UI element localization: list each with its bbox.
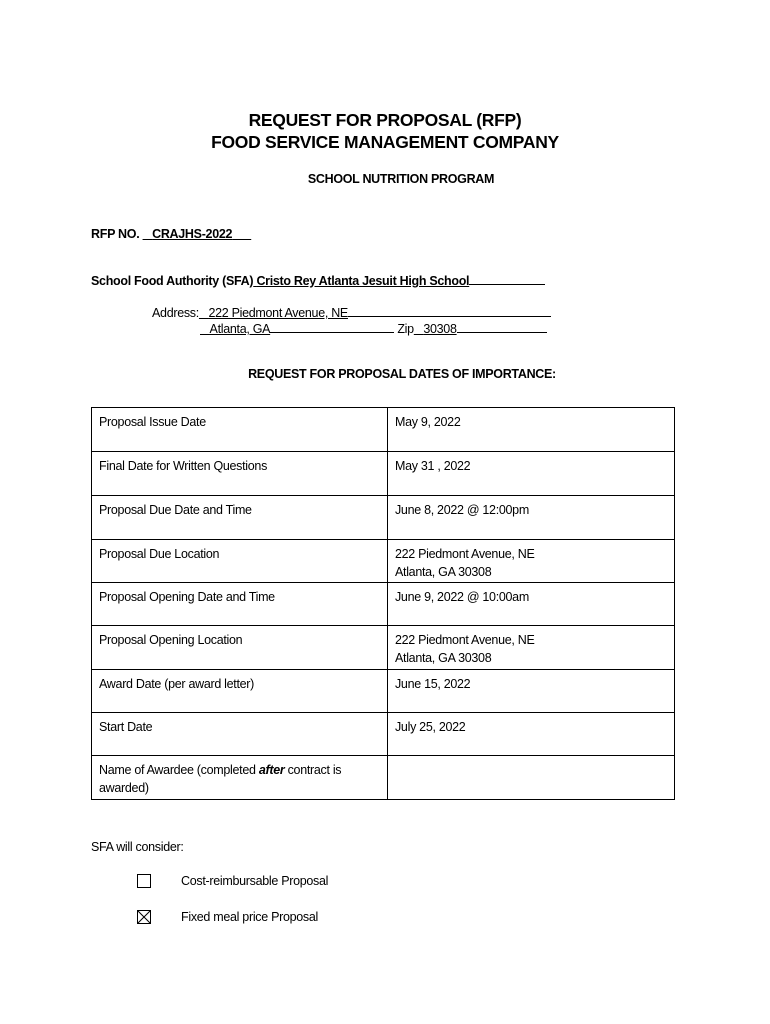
date-label: Proposal Due Date and Time [92,496,388,540]
zip-underline [457,321,547,333]
date-label: Proposal Opening Date and Time [92,583,388,626]
sfa-line [91,273,545,288]
awardee-label-post: contract is [284,763,342,777]
table-row [92,496,675,540]
date-value [387,713,674,756]
date-label: Proposal Opening Location [92,626,388,670]
document-title-line2: FOOD SERVICE MANAGEMENT COMPANY [211,132,559,152]
address-street: 222 Piedmont Avenue, NE [208,306,348,320]
date-value [387,670,674,713]
date-label: Proposal Due Location [92,540,388,583]
date-label: Start Date [92,713,388,756]
table-row [92,626,675,670]
date-value-text: 222 Piedmont Avenue, NE [394,633,535,647]
cost-reimbursable-checkbox[interactable] [137,874,151,888]
sfa-name: Cristo Rey Atlanta Jesuit High School [256,274,470,288]
address-line-2 [200,321,547,336]
date-value-text: May 31 , 2022 [394,459,471,473]
date-value [387,626,674,670]
date-value [387,496,674,540]
awardee-label-emphasis: after [258,763,285,777]
table-row [92,583,675,626]
program-heading: SCHOOL NUTRITION PROGRAM [307,172,495,186]
sfa-underline [469,273,545,285]
table-row [92,670,675,713]
table-row [92,452,675,496]
awardee-label [92,756,388,800]
address-street-underline [348,305,551,317]
date-value-text-line2: Atlanta, GA 30308 [394,651,492,665]
rfp-number-label: RFP NO. [91,227,140,241]
document-title-line1: REQUEST FOR PROPOSAL (RFP) [248,110,522,130]
consider-label: SFA will consider: [91,840,184,854]
address-city: Atlanta, GA [209,322,271,336]
zip-label: Zip [397,322,414,336]
table-row [92,408,675,452]
date-value [387,540,674,583]
fixed-meal-price-label: Fixed meal price Proposal [181,910,319,924]
dates-heading: REQUEST FOR PROPOSAL DATES OF IMPORTANCE: [248,367,556,381]
address-line-1 [152,305,551,320]
date-value-text: June 8, 2022 @ 12:00pm [394,503,529,517]
rfp-number-value: CRAJHS-2022 [152,227,233,241]
awardee-label-line2: awarded) [99,781,149,795]
dates-table [91,407,675,800]
sfa-label: School Food Authority (SFA) [91,274,254,288]
date-value-text: June 15, 2022 [394,677,471,691]
date-label: Final Date for Written Questions [92,452,388,496]
date-value-text-line2: Atlanta, GA 30308 [394,565,492,579]
table-row [92,713,675,756]
date-value-text: June 9, 2022 @ 10:00am [394,590,529,604]
zip-value: 30308 [423,322,457,336]
date-label: Proposal Issue Date [92,408,388,452]
awardee-value [387,756,674,800]
date-value-text: July 25, 2022 [394,720,466,734]
fixed-meal-price-checkbox[interactable] [137,910,151,924]
awardee-label-pre: Name of Awardee (completed [99,763,259,777]
address-city-underline [270,321,394,333]
date-value-text: 222 Piedmont Avenue, NE [394,547,535,561]
cost-reimbursable-label: Cost-reimbursable Proposal [181,874,329,888]
date-value-text: May 9, 2022 [394,415,461,429]
table-row-awardee [92,756,675,800]
date-value [387,408,674,452]
address-label: Address: [152,306,199,320]
table-row [92,540,675,583]
date-label: Award Date (per award letter) [92,670,388,713]
date-value [387,452,674,496]
rfp-number-line [91,227,251,241]
date-value [387,583,674,626]
check-x-icon [138,911,150,923]
